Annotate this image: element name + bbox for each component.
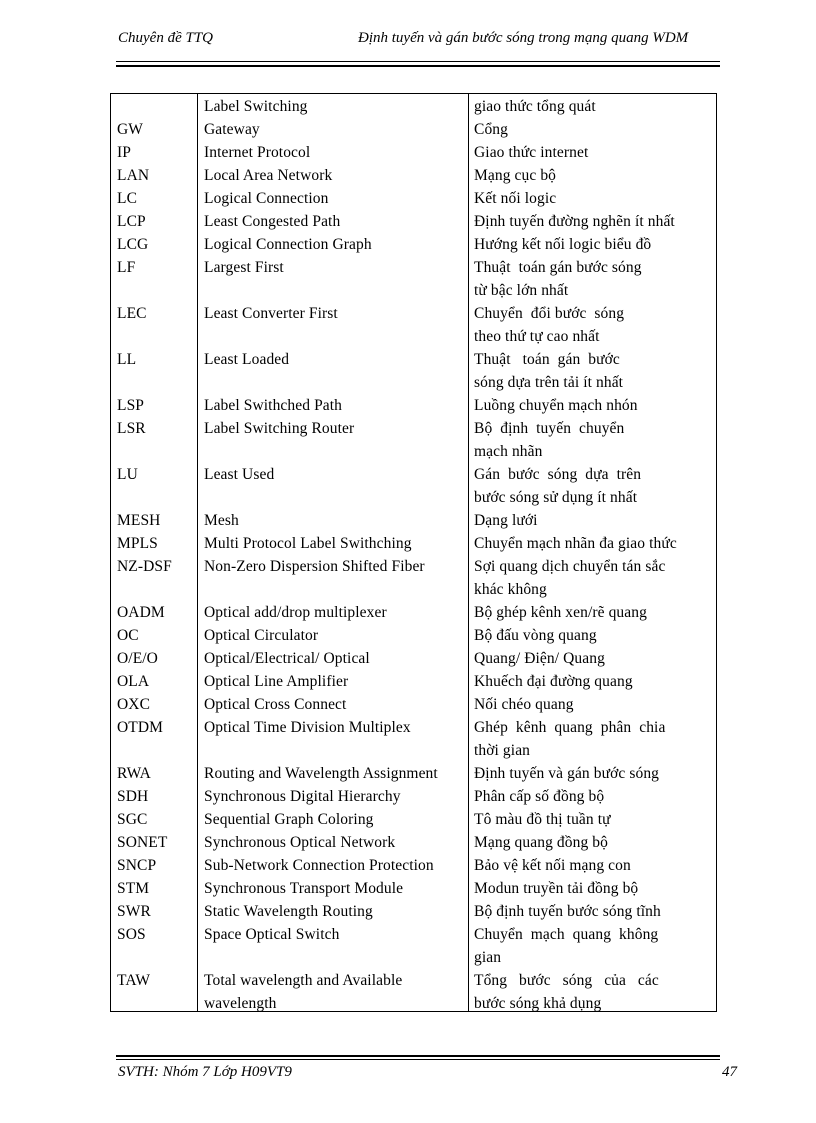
abbreviation-cell: LAN (117, 167, 150, 184)
table-row (111, 831, 716, 854)
abbreviation-table (110, 93, 717, 1012)
term-cell: Optical add/drop multiplexer (204, 604, 387, 621)
meaning-cell: thời gian (474, 742, 531, 759)
abbreviation-cell: MPLS (117, 535, 158, 552)
table-row (111, 118, 716, 141)
term-cell: Static Wavelength Routing (204, 903, 373, 920)
table-row (111, 141, 716, 164)
abbreviation-cell: IP (117, 144, 131, 161)
abbreviation-cell: MESH (117, 512, 161, 529)
term-cell: Least Loaded (204, 351, 290, 368)
meaning-cell: Luồng chuyển mạch nhón (474, 397, 638, 414)
table-row (111, 854, 716, 877)
table-row (111, 877, 716, 900)
term-cell: Internet Protocol (204, 144, 311, 161)
abbreviation-cell: OXC (117, 696, 151, 713)
abbreviation-cell (111, 739, 197, 762)
meaning-cell: sóng dựa trên tải ít nhất (474, 374, 624, 391)
abbreviation-cell (111, 992, 197, 1015)
table-row (111, 555, 716, 578)
table-row (111, 187, 716, 210)
meaning-cell: Kết nối logic (474, 190, 557, 207)
term-cell: Local Area Network (204, 167, 333, 184)
abbreviation-cell (111, 371, 197, 394)
abbreviation-cell: LEC (117, 305, 147, 322)
term-cell: wavelength (204, 995, 277, 1012)
meaning-cell: Phân cấp số đồng bộ (474, 788, 605, 805)
abbreviation-cell: SDH (117, 788, 149, 805)
term-cell: Optical Circulator (204, 627, 319, 644)
term-cell: Gateway (204, 121, 260, 138)
term-cell: Optical Line Amplifier (204, 673, 349, 690)
footer-rule-thick (116, 1055, 720, 1057)
header-rule-thick (116, 65, 720, 67)
table-row (111, 670, 716, 693)
term-cell (197, 440, 468, 463)
term-cell: Routing and Wavelength Assignment (204, 765, 438, 782)
table-row (111, 325, 716, 348)
meaning-cell: mạch nhãn (474, 443, 543, 460)
meaning-cell: Mạng cục bộ (474, 167, 557, 184)
meaning-cell: giao thức tổng quát (474, 98, 596, 115)
meaning-cell: Chuyển đổi bước sóng (474, 305, 625, 322)
term-cell (197, 279, 468, 302)
term-cell: Logical Connection (204, 190, 329, 207)
term-cell (197, 371, 468, 394)
term-cell: Mesh (204, 512, 239, 529)
abbreviation-cell: LCG (117, 236, 149, 253)
term-cell (197, 578, 468, 601)
footer-left: SVTH: Nhóm 7 Lớp H09VT9 (118, 1064, 292, 1080)
meaning-cell: Quang/ Điện/ Quang (474, 650, 605, 667)
table-row (111, 371, 716, 394)
abbreviation-cell: LSP (117, 397, 145, 414)
table-row (111, 256, 716, 279)
abbreviation-cell (111, 95, 197, 118)
abbreviation-cell: SWR (117, 903, 151, 920)
table-row (111, 463, 716, 486)
abbreviation-cell (111, 578, 197, 601)
abbreviation-cell: SOS (117, 926, 146, 943)
term-cell: Space Optical Switch (204, 926, 340, 943)
term-cell: Synchronous Transport Module (204, 880, 404, 897)
table-row (111, 762, 716, 785)
abbreviation-cell: LCP (117, 213, 146, 230)
meaning-cell: Ghép kênh quang phân chia (474, 719, 666, 736)
term-cell (197, 946, 468, 969)
abbreviation-cell: LSR (117, 420, 146, 437)
abbreviation-cell: NZ-DSF (117, 558, 172, 575)
table-row (111, 647, 716, 670)
table-row (111, 95, 716, 118)
meaning-cell: Tổng bước sóng của các (474, 972, 659, 989)
meaning-cell: Thuật toán gán bước sóng (474, 259, 642, 276)
abbreviation-cell: OADM (117, 604, 165, 621)
meaning-cell: Tô màu đồ thị tuần tự (474, 811, 611, 828)
meaning-cell: Bộ định tuyến chuyển (474, 420, 625, 437)
abbreviation-cell: SNCP (117, 857, 157, 874)
meaning-cell: Gán bước sóng dựa trên (474, 466, 642, 483)
meaning-cell: Dạng lưới (474, 512, 538, 529)
meaning-cell: Modun truyền tải đồng bộ (474, 880, 639, 897)
meaning-cell: gian (474, 949, 502, 966)
term-cell: Logical Connection Graph (204, 236, 372, 253)
term-cell: Least Used (204, 466, 275, 483)
table-row (111, 693, 716, 716)
abbreviation-cell (111, 946, 197, 969)
table-row (111, 785, 716, 808)
term-cell: Largest First (204, 259, 284, 276)
table-row (111, 992, 716, 1015)
table-row (111, 624, 716, 647)
meaning-cell: Định tuyến đường nghẽn ít nhất (474, 213, 675, 230)
table-row (111, 739, 716, 762)
table-body (111, 94, 716, 1015)
table-row (111, 900, 716, 923)
meaning-cell: Bộ đấu vòng quang (474, 627, 597, 644)
term-cell: Total wavelength and Available (204, 972, 403, 989)
abbreviation-cell: OTDM (117, 719, 164, 736)
meaning-cell: Định tuyến và gán bước sóng (474, 765, 660, 782)
meaning-cell: Bộ ghép kênh xen/rẽ quang (474, 604, 647, 621)
abbreviation-cell: RWA (117, 765, 151, 782)
meaning-cell: theo thứ tự cao nhất (474, 328, 600, 345)
table-row (111, 486, 716, 509)
term-cell: Synchronous Digital Hierarchy (204, 788, 401, 805)
meaning-cell: Thuật toán gán bước (474, 351, 620, 368)
meaning-cell: khác không (474, 581, 547, 598)
term-cell (197, 739, 468, 762)
meaning-cell: Chuyển mạch nhãn đa giao thức (474, 535, 677, 552)
abbreviation-cell (111, 325, 197, 348)
abbreviation-cell: O/E/O (117, 650, 158, 667)
abbreviation-cell (111, 279, 197, 302)
abbreviation-cell: LU (117, 466, 138, 483)
table-row (111, 716, 716, 739)
table-row (111, 440, 716, 463)
meaning-cell: Mạng quang đồng bộ (474, 834, 608, 851)
meaning-cell: bước sóng sử dụng ít nhất (474, 489, 638, 506)
meaning-cell: Giao thức internet (474, 144, 589, 161)
table-row (111, 279, 716, 302)
meaning-cell: bước sóng khả dụng (474, 995, 602, 1012)
table-row (111, 969, 716, 992)
page-number: 47 (722, 1064, 737, 1080)
meaning-cell: Khuếch đại đường quang (474, 673, 633, 690)
meaning-cell: Cổng (474, 121, 508, 138)
term-cell (197, 486, 468, 509)
table-row (111, 210, 716, 233)
abbreviation-cell (111, 486, 197, 509)
table-row (111, 923, 716, 946)
abbreviation-cell: STM (117, 880, 150, 897)
meaning-cell: Hướng kết nối logic biểu đồ (474, 236, 652, 253)
table-row (111, 601, 716, 624)
term-cell: Least Converter First (204, 305, 338, 322)
table-row (111, 164, 716, 187)
abbreviation-cell: OLA (117, 673, 150, 690)
table-row (111, 417, 716, 440)
term-cell: Sub-Network Connection Protection (204, 857, 434, 874)
table-row (111, 233, 716, 256)
abbreviation-cell: LF (117, 259, 136, 276)
term-cell: Sequential Graph Coloring (204, 811, 374, 828)
meaning-cell: từ bậc lớn nhất (474, 282, 569, 299)
table-row (111, 348, 716, 371)
abbreviation-cell (111, 440, 197, 463)
table-row (111, 302, 716, 325)
term-cell: Non-Zero Dispersion Shifted Fiber (204, 558, 425, 575)
meaning-cell: Bảo vệ kết nối mạng con (474, 857, 631, 874)
abbreviation-cell: OC (117, 627, 139, 644)
meaning-cell: Bộ định tuyến bước sóng tĩnh (474, 903, 661, 920)
header-left: Chuyên đề TTQ (118, 30, 213, 46)
term-cell: Multi Protocol Label Swithching (204, 535, 412, 552)
abbreviation-cell: TAW (117, 972, 151, 989)
table-row (111, 394, 716, 417)
abbreviation-cell: LL (117, 351, 137, 368)
term-cell: Label Switching (204, 98, 308, 115)
abbreviation-cell: SGC (117, 811, 148, 828)
meaning-cell: Chuyển mạch quang không (474, 926, 659, 943)
header-rule (116, 61, 720, 62)
table-row (111, 578, 716, 601)
table-row (111, 808, 716, 831)
term-cell: Label Swithched Path (204, 397, 343, 414)
abbreviation-cell: LC (117, 190, 138, 207)
table-row (111, 509, 716, 532)
meaning-cell: Sợi quang dịch chuyển tán sắc (474, 558, 666, 575)
term-cell: Label Switching Router (204, 420, 355, 437)
meaning-cell: Nối chéo quang (474, 696, 574, 713)
term-cell: Optical Cross Connect (204, 696, 347, 713)
term-cell: Least Congested Path (204, 213, 341, 230)
term-cell: Optical Time Division Multiplex (204, 719, 411, 736)
table-row (111, 946, 716, 969)
table-row (111, 532, 716, 555)
term-cell: Synchronous Optical Network (204, 834, 396, 851)
term-cell: Optical/Electrical/ Optical (204, 650, 370, 667)
abbreviation-cell: SONET (117, 834, 168, 851)
header-right: Định tuyến và gán bước sóng trong mạng quang WDM (358, 30, 689, 46)
abbreviation-cell: GW (117, 121, 144, 138)
footer-rule (116, 1059, 720, 1060)
term-cell (197, 325, 468, 348)
